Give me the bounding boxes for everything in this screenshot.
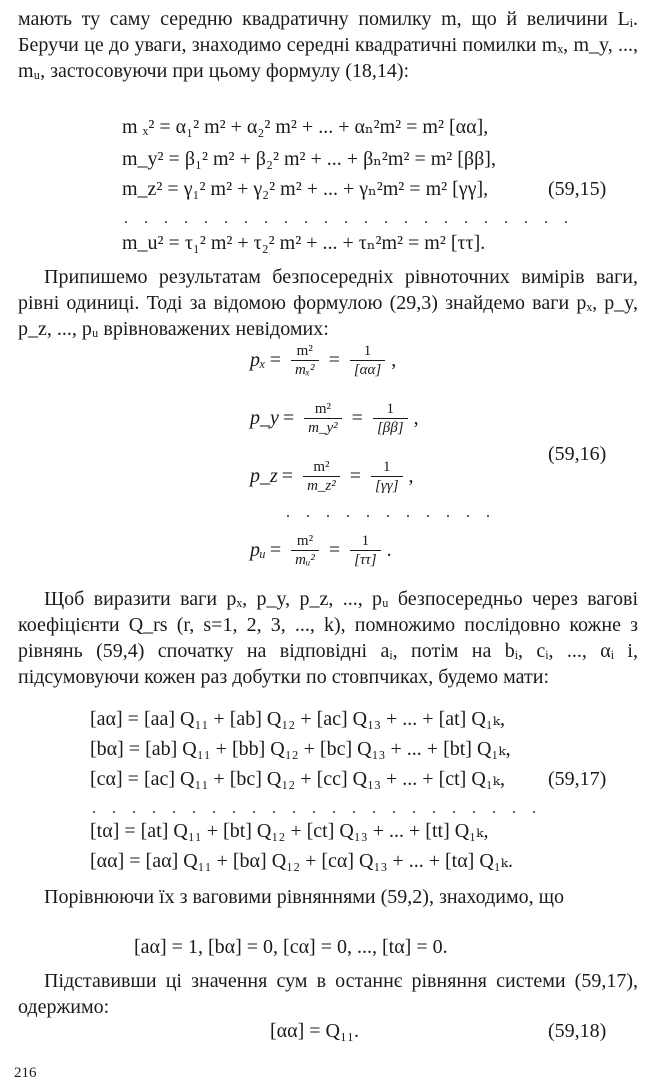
weight-symbol: pᵤ: [250, 539, 266, 561]
page-number: 216: [14, 1065, 37, 1081]
numerator: m²: [296, 532, 314, 549]
equation-number-17: (59,17): [548, 768, 607, 790]
equals-sign: =: [281, 465, 294, 487]
equation-15-line-1: m ₓ² = α₁² m² + α₂² m² + ... + αₙ²m² = m² [αα],: [122, 116, 489, 138]
equation-number-16: (59,16): [548, 443, 607, 465]
numerator: 1: [363, 342, 372, 359]
fraction: [291, 532, 319, 569]
paragraph-substitution: [18, 968, 638, 1020]
equals-sign: =: [351, 407, 363, 429]
weight-equation-row: [250, 394, 419, 442]
punctuation: ,: [391, 349, 397, 371]
fraction: [350, 342, 385, 379]
denominator: [γγ]: [371, 476, 403, 495]
denominator: mₓ²: [291, 360, 319, 379]
numerator: m²: [313, 458, 330, 475]
equals-sign: =: [328, 539, 341, 561]
numerator: m²: [296, 342, 313, 359]
equals-sign: =: [349, 465, 362, 487]
punctuation: .: [386, 539, 392, 561]
numerator: 1: [383, 458, 391, 475]
fraction: [291, 342, 319, 379]
equals-sign: =: [269, 349, 281, 371]
denominator: m_y²: [304, 418, 342, 437]
paragraph-text: Припишемо результатам безпосередніх рівноточних вимірів ваги, рівні одиниці. Тоді за відомою формулою (29,3) знайдемо ваги pₓ, p_y, p_z, ..., pᵤ врівноважених невідомих:: [18, 266, 638, 340]
ellipsis-row: . . . . . . . . . . . . . . . . . . . . . . .: [92, 800, 542, 817]
equals-sign: =: [282, 407, 295, 429]
weight-equation-row: [250, 452, 414, 500]
weight-symbol: pₓ: [250, 349, 266, 371]
denominator: [ττ]: [350, 550, 380, 569]
paragraph-text: Порівнюючи їх з ваговими рівняннями (59,2), знаходимо, що: [44, 886, 565, 908]
paragraph-text: Підставивши ці значення сум в останнє рівняння системи (59,17), одержимо:: [18, 970, 638, 1018]
paragraph-text: Щоб виразити ваги pₓ, p_y, p_z, ..., pᵤ безпосередньо через вагові коефіцієнти Q_rs (r, s=1, 2, 3, ..., k), помножимо послідовно кожне з рівнянь (59,4) спочатку на відповідні aᵢ, потім на bᵢ, cᵢ, ..., αᵢ і, підсумовуючи кожен раз добутки по стовпчиках, будемо мати:: [18, 588, 638, 688]
fraction: [350, 532, 380, 569]
numerator: m²: [314, 400, 331, 417]
equals-sign: =: [328, 349, 340, 371]
weight-symbol: p_y: [250, 407, 279, 429]
paragraph-comparison: [18, 884, 638, 910]
denominator: m_z²: [303, 476, 340, 495]
paragraph-text: мають ту саму середню квадратичну помилку m, що й величини Lᵢ. Беручи це до уваги, знаходимо середні квадратичні помилки mₓ, m_y, ..., mᵤ, застосовуючи при цьому формулу (18,14):: [18, 8, 638, 82]
fraction: [303, 458, 340, 495]
paragraph-coefficients: [18, 586, 638, 690]
numerator: 1: [386, 400, 395, 417]
denominator: mᵤ²: [291, 550, 319, 569]
equation-18: [αα] = Q₁₁.: [270, 1020, 359, 1042]
equation-number-18: (59,18): [548, 1020, 607, 1042]
fraction: [373, 400, 408, 437]
weight-equation-row: [250, 526, 392, 574]
denominator: [ββ]: [373, 418, 408, 437]
equals-sign: =: [269, 539, 282, 561]
fraction: [371, 458, 403, 495]
equation-15-line-2: m_y² = β₁² m² + β₂² m² + ... + βₙ²m² = m² [ββ],: [122, 148, 496, 170]
equation-17-line-5: [αα] = [aα] Q₁₁ + [bα] Q₁₂ + [cα] Q₁₃ + ... + [tα] Q₁ₖ.: [90, 850, 514, 872]
fraction: [304, 400, 342, 437]
numerator: 1: [361, 532, 370, 549]
paragraph-intro: [18, 6, 638, 84]
ellipsis-row: . . . . . . . . . . . . . . . . . . . . . . .: [124, 210, 574, 227]
equation-number-15: (59,15): [548, 178, 607, 200]
weight-equation-row: [250, 336, 396, 384]
equation-15-line-3: m_z² = γ₁² m² + γ₂² m² + ... + γₙ²m² = m² [γγ],: [122, 178, 489, 200]
equation-17-line-1: [aα] = [aa] Q₁₁ + [ab] Q₁₂ + [ac] Q₁₃ + ... + [at] Q₁ₖ,: [90, 708, 506, 730]
paragraph-weights: [18, 264, 638, 342]
equation-17-line-2: [bα] = [ab] Q₁₁ + [bb] Q₁₂ + [bc] Q₁₃ + ... + [bt] Q₁ₖ,: [90, 738, 511, 760]
equation-sums: [aα] = 1, [bα] = 0, [cα] = 0, ..., [tα] = 0.: [134, 936, 448, 958]
equation-15-line-4: m_u² = τ₁² m² + τ₂² m² + ... + τₙ²m² = m² [ττ].: [122, 232, 486, 254]
weight-symbol: p_z: [250, 465, 278, 487]
punctuation: ,: [408, 465, 414, 487]
ellipsis-row: . . . . . . . . . . .: [286, 504, 496, 521]
punctuation: ,: [413, 407, 419, 429]
denominator: [αα]: [350, 360, 385, 379]
equation-17-line-3: [cα] = [ac] Q₁₁ + [bc] Q₁₂ + [cc] Q₁₃ + ... + [ct] Q₁ₖ,: [90, 768, 506, 790]
equation-17-line-4: [tα] = [at] Q₁₁ + [bt] Q₁₂ + [ct] Q₁₃ + ... + [tt] Q₁ₖ,: [90, 820, 489, 842]
